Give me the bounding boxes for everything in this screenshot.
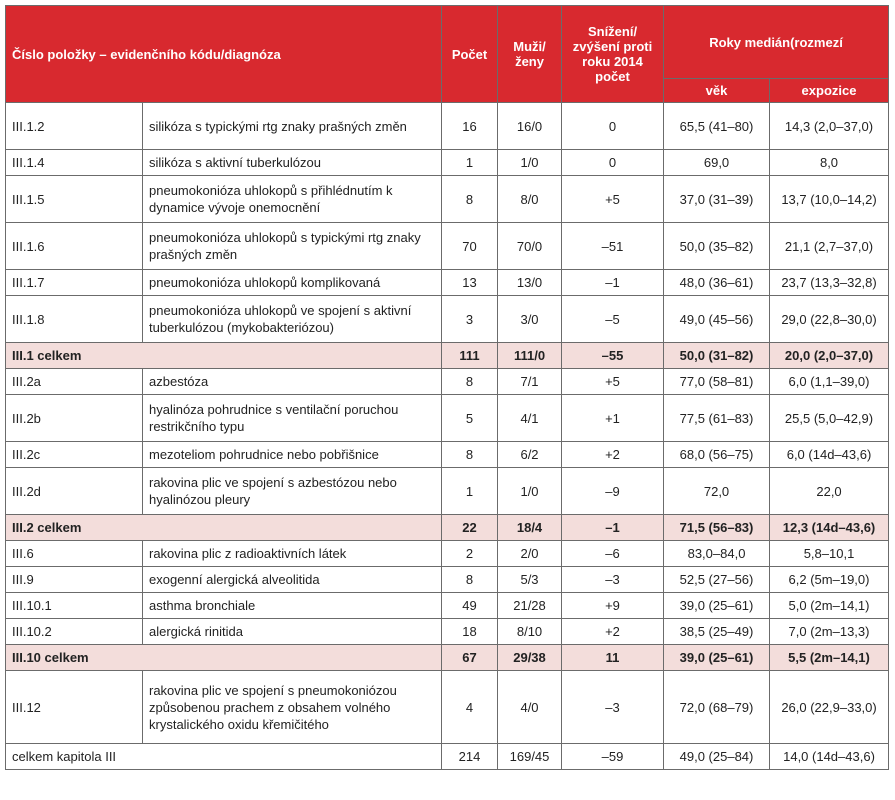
cell-change: +5	[562, 369, 664, 395]
table-row	[6, 541, 889, 567]
cell-exposure: 12,3 (14d–43,6)	[770, 515, 889, 541]
table-row	[6, 150, 889, 176]
cell-exposure: 8,0	[770, 150, 889, 176]
cell-count: 2	[442, 541, 498, 567]
cell-count: 3	[442, 296, 498, 343]
table-row	[6, 593, 889, 619]
table-row	[6, 296, 889, 343]
table-row	[6, 176, 889, 223]
cell-age: 38,5 (25–49)	[664, 619, 770, 645]
header-change: Snížení/ zvýšení proti roku 2014 počet	[562, 6, 664, 103]
table-row	[6, 671, 889, 744]
cell-change: +2	[562, 619, 664, 645]
cell-age: 72,0	[664, 468, 770, 515]
table-row	[6, 270, 889, 296]
cell-men-women: 16/0	[498, 103, 562, 150]
cell-count: 8	[442, 442, 498, 468]
cell-exposure: 20,0 (2,0–37,0)	[770, 343, 889, 369]
cell-code: III.2a	[6, 369, 143, 395]
cell-count: 16	[442, 103, 498, 150]
cell-diagnosis: mezoteliom pohrudnice nebo pobřišnice	[143, 442, 442, 468]
cell-code: III.1.8	[6, 296, 143, 343]
cell-code: III.1.5	[6, 176, 143, 223]
cell-age: 49,0 (45–56)	[664, 296, 770, 343]
cell-age: 50,0 (31–82)	[664, 343, 770, 369]
cell-exposure: 14,0 (14d–43,6)	[770, 744, 889, 770]
cell-diagnosis: silikóza s aktivní tuberkulózou	[143, 150, 442, 176]
cell-code: III.1.6	[6, 223, 143, 270]
cell-age: 83,0–84,0	[664, 541, 770, 567]
header-exposure: expozice	[770, 79, 889, 103]
cell-count: 4	[442, 671, 498, 744]
cell-code: III.10.2	[6, 619, 143, 645]
cell-age: 71,5 (56–83)	[664, 515, 770, 541]
cell-change: –1	[562, 270, 664, 296]
cell-code: III.1.4	[6, 150, 143, 176]
cell-men-women: 8/0	[498, 176, 562, 223]
table-row	[6, 395, 889, 442]
cell-diagnosis: rakovina plic ve spojení s pneumokoniózou způsobenou prachem z obsahem volného krystalického oxidu křemičitého	[143, 671, 442, 744]
cell-count: 18	[442, 619, 498, 645]
cell-exposure: 6,0 (14d–43,6)	[770, 442, 889, 468]
cell-count: 214	[442, 744, 498, 770]
cell-men-women: 6/2	[498, 442, 562, 468]
cell-diagnosis: exogenní alergická alveolitida	[143, 567, 442, 593]
cell-diagnosis: pneumokonióza uhlokopů ve spojení s aktivní tuberkulózou (mykobakteriózou)	[143, 296, 442, 343]
cell-age: 49,0 (25–84)	[664, 744, 770, 770]
cell-change: –9	[562, 468, 664, 515]
table-row	[6, 619, 889, 645]
cell-total-label: celkem kapitola III	[6, 744, 442, 770]
cell-age: 68,0 (56–75)	[664, 442, 770, 468]
table-row	[6, 369, 889, 395]
cell-men-women: 7/1	[498, 369, 562, 395]
cell-code: III.6	[6, 541, 143, 567]
cell-exposure: 26,0 (22,9–33,0)	[770, 671, 889, 744]
cell-count: 1	[442, 468, 498, 515]
total-row	[6, 515, 889, 541]
cell-men-women: 1/0	[498, 150, 562, 176]
cell-men-women: 70/0	[498, 223, 562, 270]
cell-code: III.1.2	[6, 103, 143, 150]
cell-change: –51	[562, 223, 664, 270]
cell-exposure: 22,0	[770, 468, 889, 515]
cell-exposure: 5,0 (2m–14,1)	[770, 593, 889, 619]
cell-change: –3	[562, 671, 664, 744]
table-row	[6, 567, 889, 593]
cell-diagnosis: hyalinóza pohrudnice s ventilační poruchou restrikčního typu	[143, 395, 442, 442]
cell-exposure: 14,3 (2,0–37,0)	[770, 103, 889, 150]
cell-diagnosis: alergická rinitida	[143, 619, 442, 645]
cell-exposure: 6,0 (1,1–39,0)	[770, 369, 889, 395]
cell-change: –59	[562, 744, 664, 770]
cell-change: +5	[562, 176, 664, 223]
cell-age: 65,5 (41–80)	[664, 103, 770, 150]
cell-men-women: 4/0	[498, 671, 562, 744]
cell-count: 67	[442, 645, 498, 671]
cell-code: III.10.1	[6, 593, 143, 619]
cell-age: 39,0 (25–61)	[664, 645, 770, 671]
cell-men-women: 18/4	[498, 515, 562, 541]
cell-count: 49	[442, 593, 498, 619]
cell-change: 0	[562, 103, 664, 150]
cell-total-label: III.1 celkem	[6, 343, 442, 369]
cell-diagnosis: silikóza s typickými rtg znaky prašných změn	[143, 103, 442, 150]
cell-age: 48,0 (36–61)	[664, 270, 770, 296]
cell-count: 13	[442, 270, 498, 296]
cell-men-women: 169/45	[498, 744, 562, 770]
cell-code: III.2c	[6, 442, 143, 468]
cell-change: 11	[562, 645, 664, 671]
cell-diagnosis: azbestóza	[143, 369, 442, 395]
header-count: Počet	[442, 6, 498, 103]
cell-change: –5	[562, 296, 664, 343]
cell-age: 52,5 (27–56)	[664, 567, 770, 593]
cell-age: 50,0 (35–82)	[664, 223, 770, 270]
header-men-women: Muži/ ženy	[498, 6, 562, 103]
cell-code: III.1.7	[6, 270, 143, 296]
header-age: věk	[664, 79, 770, 103]
cell-diagnosis: pneumokonióza uhlokopů s typickými rtg znaky prašných změn	[143, 223, 442, 270]
cell-exposure: 21,1 (2,7–37,0)	[770, 223, 889, 270]
cell-exposure: 5,8–10,1	[770, 541, 889, 567]
cell-diagnosis: pneumokonióza uhlokopů s přihlédnutím k dynamice vývoje onemocnění	[143, 176, 442, 223]
table-row	[6, 223, 889, 270]
cell-men-women: 2/0	[498, 541, 562, 567]
cell-change: –55	[562, 343, 664, 369]
cell-change: –6	[562, 541, 664, 567]
cell-count: 111	[442, 343, 498, 369]
cell-age: 77,5 (61–83)	[664, 395, 770, 442]
cell-code: III.12	[6, 671, 143, 744]
cell-exposure: 13,7 (10,0–14,2)	[770, 176, 889, 223]
total-row	[6, 645, 889, 671]
cell-exposure: 25,5 (5,0–42,9)	[770, 395, 889, 442]
cell-exposure: 7,0 (2m–13,3)	[770, 619, 889, 645]
cell-change: +9	[562, 593, 664, 619]
table-row	[6, 103, 889, 150]
cell-total-label: III.2 celkem	[6, 515, 442, 541]
header-years-median: Roky medián(rozmezí	[664, 6, 889, 79]
cell-diagnosis: rakovina plic z radioaktivních látek	[143, 541, 442, 567]
cell-count: 8	[442, 176, 498, 223]
cell-change: –1	[562, 515, 664, 541]
cell-diagnosis: rakovina plic ve spojení s azbestózou nebo hyalinózou pleury	[143, 468, 442, 515]
cell-count: 70	[442, 223, 498, 270]
total-row	[6, 744, 889, 770]
cell-exposure: 23,7 (13,3–32,8)	[770, 270, 889, 296]
cell-age: 39,0 (25–61)	[664, 593, 770, 619]
cell-total-label: III.10 celkem	[6, 645, 442, 671]
cell-age: 37,0 (31–39)	[664, 176, 770, 223]
cell-age: 72,0 (68–79)	[664, 671, 770, 744]
cell-diagnosis: asthma bronchiale	[143, 593, 442, 619]
cell-age: 69,0	[664, 150, 770, 176]
table-body	[6, 103, 889, 770]
cell-exposure: 29,0 (22,8–30,0)	[770, 296, 889, 343]
cell-men-women: 21/28	[498, 593, 562, 619]
cell-count: 8	[442, 567, 498, 593]
cell-men-women: 1/0	[498, 468, 562, 515]
cell-change: +2	[562, 442, 664, 468]
cell-change: 0	[562, 150, 664, 176]
cell-men-women: 5/3	[498, 567, 562, 593]
cell-men-women: 4/1	[498, 395, 562, 442]
cell-men-women: 13/0	[498, 270, 562, 296]
table-row	[6, 442, 889, 468]
header-code-diagnosis: Číslo položky – evidenčního kódu/diagnóza	[6, 6, 442, 103]
cell-diagnosis: pneumokonióza uhlokopů komplikovaná	[143, 270, 442, 296]
cell-code: III.2b	[6, 395, 143, 442]
cell-count: 1	[442, 150, 498, 176]
cell-count: 8	[442, 369, 498, 395]
cell-code: III.9	[6, 567, 143, 593]
cell-men-women: 29/38	[498, 645, 562, 671]
cell-exposure: 5,5 (2m–14,1)	[770, 645, 889, 671]
cell-men-women: 8/10	[498, 619, 562, 645]
cell-age: 77,0 (58–81)	[664, 369, 770, 395]
cell-change: +1	[562, 395, 664, 442]
cell-exposure: 6,2 (5m–19,0)	[770, 567, 889, 593]
cell-code: III.2d	[6, 468, 143, 515]
total-row	[6, 343, 889, 369]
cell-change: –3	[562, 567, 664, 593]
cell-count: 22	[442, 515, 498, 541]
occupational-disease-table	[5, 5, 889, 770]
cell-men-women: 3/0	[498, 296, 562, 343]
cell-count: 5	[442, 395, 498, 442]
cell-men-women: 111/0	[498, 343, 562, 369]
table-row	[6, 468, 889, 515]
